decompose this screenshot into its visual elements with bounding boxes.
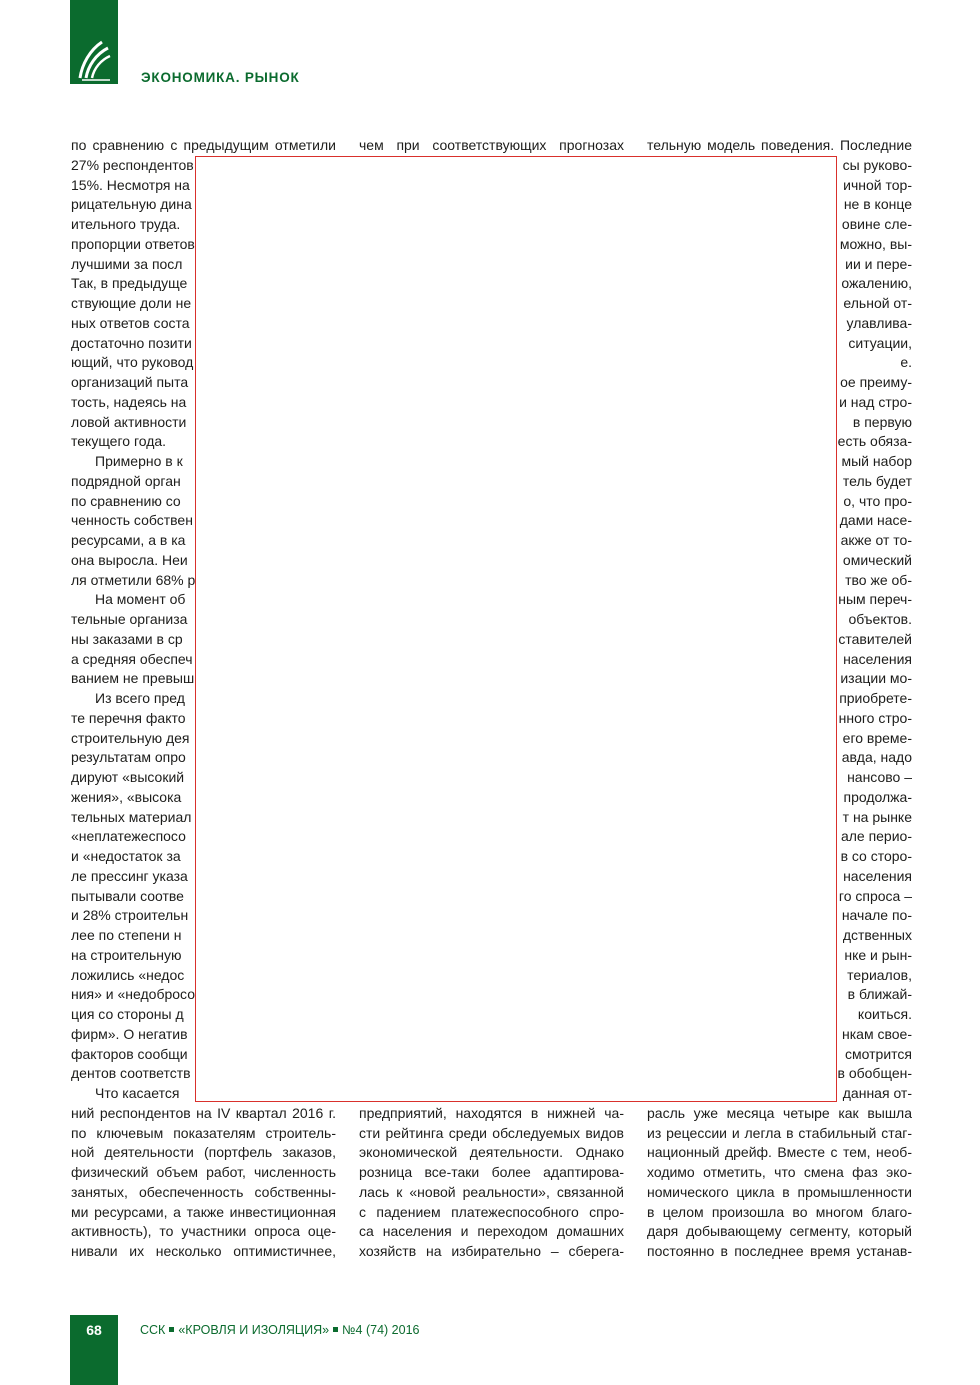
- text-line: розница все-таки более адаптирова-: [359, 1164, 624, 1180]
- text-line: по сравнению со: [71, 492, 181, 509]
- text-line: дентов соответств: [71, 1065, 191, 1082]
- text-line: тво же об-: [845, 571, 912, 588]
- text-line: овине сле-: [841, 216, 912, 232]
- text-line: дственных: [842, 927, 912, 943]
- text-line: нивали их несколько оптимистичнее,: [71, 1243, 336, 1259]
- redaction-box: [195, 156, 837, 1102]
- logo-icon: [76, 38, 112, 82]
- footer-publication: [140, 1323, 419, 1337]
- text-line: данная от-: [842, 1085, 912, 1101]
- text-line: ченность собствен: [71, 512, 193, 529]
- text-line: объектов.: [848, 611, 912, 627]
- text-line: в со сторо-: [840, 848, 912, 864]
- text-line: ставителей: [838, 630, 912, 647]
- text-line: можно, вы-: [839, 235, 912, 252]
- text-line: в обобщен-: [837, 1065, 912, 1082]
- text-line: тель будет: [842, 472, 912, 489]
- text-line: ситуации,: [848, 334, 912, 351]
- text-line: факторов сообщи: [71, 1045, 188, 1062]
- text-line: ловой активности: [71, 413, 187, 430]
- text-line: го спроса –: [838, 887, 912, 904]
- text-line: есть обяза-: [837, 433, 912, 450]
- text-line: занятых, обеспеченность собственны-: [71, 1183, 336, 1200]
- text-line: предприятий, находятся в нижней ча-: [359, 1104, 624, 1121]
- text-line: ительного труда.: [71, 216, 181, 232]
- text-line: акже от то-: [840, 532, 912, 548]
- text-line: даря добывающему сегменту, который: [647, 1223, 912, 1240]
- text-line: Так, в предыдуще: [71, 275, 188, 292]
- text-line: коиться.: [857, 1006, 912, 1022]
- text-line: активность), то участники опроса оце-: [71, 1223, 336, 1240]
- text-line: пропорции ответов: [71, 235, 195, 252]
- text-line: ния» и «недобросо: [71, 986, 196, 1003]
- text-line: Примерно в к: [95, 453, 183, 469]
- text-line: начале по-: [841, 907, 912, 924]
- text-line: ми ресурсами, а также инвестиционная: [71, 1203, 336, 1220]
- text-line: нке и рын-: [844, 946, 912, 963]
- text-line: расль уже месяца четыре как вышла: [647, 1104, 912, 1121]
- text-line: На момент об: [95, 591, 186, 608]
- separator-square-icon: [169, 1327, 174, 1332]
- text-line: сти рейтинга среди обследуемых видов: [359, 1124, 624, 1141]
- text-line: национный дрейф. Вместе с тем, необ-: [647, 1144, 912, 1161]
- text-line: улавлива-: [846, 314, 912, 331]
- text-line: 15%. Несмотря на: [71, 176, 190, 193]
- text-line: ходимо отметить, что смена фаз эко-: [647, 1164, 912, 1180]
- text-line: населения: [843, 867, 912, 884]
- text-line: ложились «недос: [71, 966, 185, 983]
- text-line: тельную модель поведения. Последние: [647, 137, 912, 153]
- text-line: рицательную дина: [71, 196, 192, 213]
- text-line: ний респондентов на IV квартал 2016 г.: [71, 1104, 336, 1121]
- text-line: ных ответов соста: [71, 314, 190, 331]
- text-line: результатам опро: [71, 749, 186, 766]
- text-line: лась к «новой реальности», связанной: [359, 1183, 624, 1200]
- text-line: физический объем работ, численность: [71, 1164, 336, 1180]
- text-line: лее по степени н: [71, 927, 182, 943]
- text-line: с падением платежеспособного спро-: [359, 1203, 624, 1220]
- text-line: организаций пыта: [71, 374, 189, 390]
- text-line: по ключевым показателям строитель-: [71, 1124, 336, 1141]
- text-line: и над стро-: [839, 393, 912, 410]
- text-line: але перио-: [840, 828, 912, 845]
- text-line: ресурсами, а в ка: [71, 532, 186, 548]
- text-line: тость, надеясь на: [71, 393, 187, 410]
- text-line: дируют «высокий: [71, 769, 185, 785]
- text-line: по сравнению с предыдущим отметили: [71, 137, 336, 153]
- text-line: териалов,: [847, 966, 912, 983]
- text-line: постоянно в последнее время устанав-: [647, 1243, 912, 1259]
- text-line: и 28% строительн: [71, 907, 189, 924]
- text-line: ельной от-: [843, 295, 912, 311]
- text-line: в ближай-: [847, 986, 912, 1003]
- text-line: авда, надо: [841, 749, 912, 766]
- text-line: достаточно позити: [71, 334, 192, 351]
- text-line: «неплатежеспосо: [71, 828, 186, 845]
- text-line: о, что про-: [843, 492, 912, 509]
- text-line: пытывали соотве: [71, 887, 184, 904]
- text-line: его време-: [842, 729, 912, 746]
- text-line: изации мо-: [840, 670, 912, 687]
- text-line: текущего года.: [71, 433, 167, 450]
- text-line: нного стро-: [838, 709, 912, 726]
- text-line: продолжа-: [843, 788, 912, 805]
- text-line: фирм». О негатив: [71, 1025, 188, 1042]
- text-line: 27% респондентов: [71, 156, 194, 173]
- separator-square-icon: [333, 1327, 338, 1332]
- text-line: е.: [900, 354, 912, 371]
- text-line: она выросла. Неи: [71, 551, 188, 568]
- text-line: ной деятельности (портфель заказов,: [71, 1144, 336, 1161]
- text-line: ция со стороны д: [71, 1006, 184, 1022]
- text-line: номического цикла в промышленности: [647, 1183, 912, 1200]
- logo: [70, 0, 118, 84]
- text-line: на строительную: [71, 946, 182, 963]
- text-line: строительную дея: [71, 729, 190, 746]
- text-line: в первую: [852, 413, 912, 430]
- text-line: из рецессии и легла в стабильный стаг-: [647, 1124, 912, 1141]
- text-line: приобрете-: [839, 690, 912, 706]
- text-line: ое преиму-: [840, 374, 912, 390]
- page-number-block: [70, 1315, 118, 1385]
- text-line: ля отметили 68% р: [71, 571, 196, 588]
- text-line: омический: [842, 551, 912, 568]
- text-line: смотрится: [845, 1045, 912, 1062]
- text-line: нкам свое-: [842, 1025, 912, 1042]
- text-line: ны заказами в ср: [71, 630, 183, 647]
- text-line: населения: [843, 650, 912, 667]
- text-line: лучшими за посл: [71, 255, 183, 272]
- page-number: 68: [86, 1322, 102, 1338]
- text-line: ле прессинг указа: [71, 867, 188, 884]
- text-line: ющий, что руковод: [71, 354, 194, 371]
- text-line: ии и пере-: [845, 255, 912, 272]
- text-line: т на рынке: [842, 808, 912, 825]
- text-line: дами насе-: [839, 512, 912, 529]
- text-line: сы руково-: [842, 156, 912, 173]
- text-line: и «недостаток за: [71, 848, 181, 864]
- text-line: подрядной орган: [71, 472, 181, 489]
- text-line: в целом произошла во многом благо-: [647, 1203, 912, 1220]
- text-line: чем при соответствующих прогнозах: [359, 137, 624, 153]
- text-line: жения», «высока: [71, 788, 182, 805]
- text-line: хозяйств на избирательно – сберега-: [359, 1243, 624, 1259]
- text-line: Что касается: [95, 1085, 180, 1101]
- text-line: экономической деятельности. Однако: [359, 1144, 624, 1161]
- footer-publisher: ССК: [140, 1323, 166, 1337]
- footer-issue: №4 (74) 2016: [342, 1323, 420, 1337]
- text-line: те перечня факто: [71, 709, 186, 726]
- text-line: ствующие доли не: [71, 295, 192, 311]
- text-line: ожалению,: [841, 275, 912, 292]
- text-line: тельные организа: [71, 611, 188, 627]
- section-title: ЭКОНОМИКА. РЫНОК: [141, 70, 300, 85]
- text-line: ванием не превыш: [71, 670, 195, 687]
- footer-magazine: «КРОВЛЯ И ИЗОЛЯЦИЯ»: [178, 1323, 330, 1337]
- text-line: Из всего пред: [95, 690, 185, 706]
- text-line: а средняя обеспеч: [71, 650, 193, 667]
- text-line: тельных материал: [71, 808, 192, 825]
- text-line: са населения и переходом домашних: [359, 1223, 624, 1240]
- text-line: не в конце: [843, 196, 912, 213]
- text-line: нансово –: [847, 769, 912, 785]
- text-line: ичной тор-: [843, 176, 912, 193]
- text-line: мый набор: [841, 453, 912, 469]
- text-line: ным переч-: [838, 591, 912, 608]
